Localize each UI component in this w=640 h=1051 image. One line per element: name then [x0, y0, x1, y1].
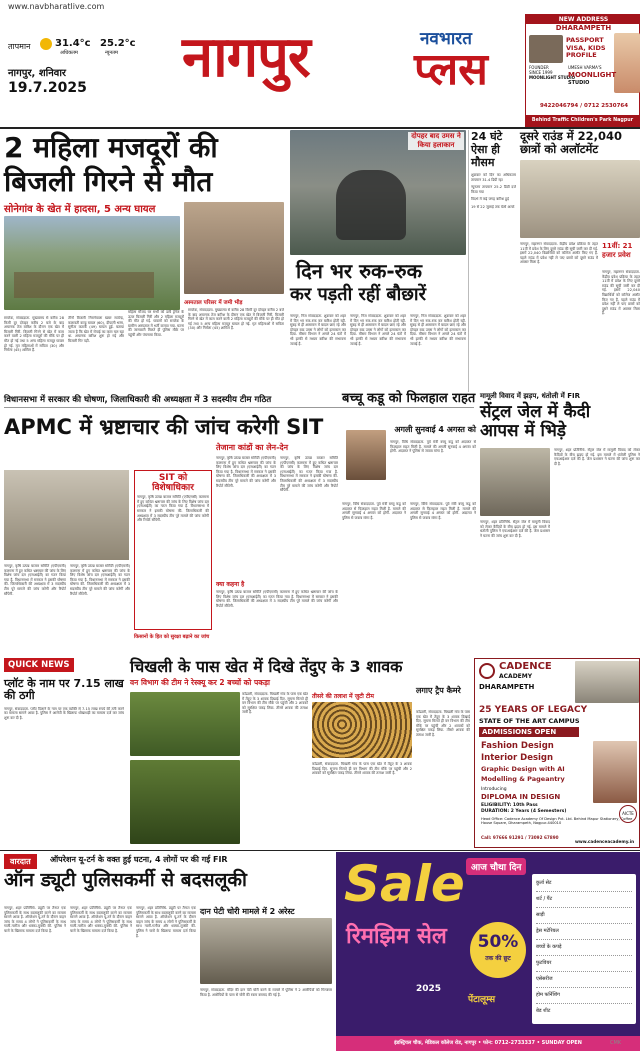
apmc-headline[interactable]: APMC में भ्रष्टाचार की जांच करेगी SIT — [4, 415, 324, 439]
crime-headline[interactable]: ऑन ड्यूटी पुलिसकर्मी से बदसलूकी — [4, 869, 247, 891]
rain-body-3: नागपुर, निज संवाददाता. शुक्रवार को शहर में दिन भर रुक-रुक कर बारिश होती रही. सुबह से ही आसमान में बादल छाए रहे और दोपहर बाद उमस ने लोगों को हलाकान कर दिया. मौसम विभाग ने अगले 24 घंटों में भी हल्की से मध्यम बारिश की संभावना जताई है. — [410, 314, 466, 346]
ad-since: SINCE 1999 — [529, 70, 553, 75]
cadence-admissions: ADMISSIONS OPEN — [479, 727, 579, 737]
cadence-brand: CADENCE — [499, 661, 552, 672]
bachchu-body-2: नागपुर, विधि संवाददाता. पूर्व मंत्री बच्चू कडू को अदालत से फिलहाल राहत मिली है. मामले की अगली सुनवाई 4 अगस्त को होगी. अदालत ने पुलिस से जवाब मांगा है. — [342, 502, 406, 520]
sale-percent-badge — [470, 922, 526, 978]
sale-ad[interactable] — [336, 852, 640, 1051]
leopard-photo-1 — [130, 692, 240, 756]
temp-min-label: न्यूनतम — [105, 50, 118, 56]
city-day: नागपुर, शनिवार — [8, 68, 67, 79]
cadence-diploma-intro: Introducing — [481, 787, 507, 792]
sale-title: रिमझिम सेल — [346, 924, 447, 949]
ad-brand: MOONLIGHT — [568, 71, 617, 79]
ad-location: Behind Traffic Children's Park Nagpur — [526, 115, 639, 127]
site-url[interactable]: www.navbharatlive.com — [8, 2, 105, 11]
sale-offer: ड्रेस मटेरियल — [536, 924, 632, 940]
sale-brand: पेंटालूम्स — [468, 995, 496, 1005]
admission-body-2: नागपुर, महानगर संवाददाता. केंद्रीय प्रवेश प्रक्रिया के तहत 11वीं में प्रवेश के लिए दूसरे राउंड की सूची जारी कर दी गई. इसमें 22,040 विद्यार्थियों को कॉलेज अलॉट किए गए हैं. पहले राउंड में प्रवेश नहीं ले पाए छात्रों को दूसरे राउंड में अवसर मिला है. — [602, 270, 640, 316]
crime-body-1: नागपुर, शहर प्रतिनिधि. ड्यूटी पर तैनात एक पुलिसकर्मी के साथ बदसलूकी करने का मामला सामने आया है. ऑपरेशन यू-टर्न के दौरान वाहन जांच के समय 4 लोगों ने पुलिसकर्मी के साथ गाली-गलौज और धक्का-मुक्की की. पुलिस ने चारों के खिलाफ मामला दर्ज किया है. — [4, 906, 66, 933]
weather-item-3: विदर्भ में कई जगह बारिश हुई — [471, 197, 509, 202]
sale-offer: फुटवियर — [536, 956, 632, 972]
section-banner: विधानसभा में सरकार की घोषणा, जिलाधिकारी की अध्यक्षता में 3 सदस्यीय टीम गठित — [4, 394, 474, 408]
sale-year: 2025 — [416, 984, 442, 994]
rain-photo-caption: दोपहर बाद उमस ने किया हलाकान — [408, 132, 464, 150]
ad-studio: MOONLIGHT STUDIO — [529, 75, 575, 80]
leopard-story — [130, 658, 470, 848]
cadence-model-photo — [593, 741, 637, 803]
page-footer-mark: CMK — [610, 1040, 622, 1046]
quick-news-body: नागपुर, संवाददाता. प्लॉट दिलाने के नाम पर एक व्यक्ति से 7.15 लाख रुपये की ठगी करने का मामला सामने आया है. पुलिस ने आरोपी के खिलाफ धोखाधड़ी का मामला दर्ज कर जांच शुरू कर दी है. — [4, 706, 124, 720]
crime-kicker: ऑपरेशन यू-टर्न के वक्त हुई घटना, 4 लोगों पर की गई FIR — [50, 855, 228, 864]
sale-upto: तक की छूट — [485, 955, 511, 962]
sit-box-body: नागपुर, कृषि उत्पन्न बाजार समिति (एपीएमसी) कलमना में हुए कथित भ्रष्टाचार की जांच के लिए विशेष जांच दल (एसआईटी) का गठन किया गया है. विधानसभा में सरकार ने इसकी घोषणा की. जिलाधिकारी की अध्यक्षता में 3 सदस्यीय टीम पूरे मामले की जांच करेगी और रिपोर्ट सौंपेगी. — [137, 495, 209, 523]
temp-max-label: अधिकतम — [60, 50, 78, 56]
weather-item-4: 19 से 22 जुलाई तक येलो अलर्ट — [471, 204, 515, 209]
bachchu-body-3: नागपुर, विधि संवाददाता. पूर्व मंत्री बच्चू कडू को अदालत से फिलहाल राहत मिली है. मामले की अगली सुनवाई 4 अगस्त को होगी. अदालत ने पुलिस से जवाब मांगा है. — [410, 502, 476, 520]
lead-headline-2[interactable]: बिजली गिरने से मौत — [4, 165, 213, 198]
cadence-years: 25 YEARS OF LEGACY — [479, 705, 588, 715]
cadence-area: DHARAMPETH — [479, 683, 535, 691]
lead-inset-label: अस्पताल परिसर में जमी भीड़ — [184, 300, 243, 306]
bachchu-subhead: अगली सुनवाई 4 अगस्त को — [394, 425, 476, 434]
sale-today: आज चौथा दिन — [466, 858, 526, 875]
weather-strip — [8, 37, 158, 59]
apmc-photo — [4, 470, 129, 560]
lead-body-4: रामटेक, संवाददाता. मुख्यालय से करीब 28 किमी दूर दोपहर करीब 2 बजे के बाद अचानक तेज बारिश के दौरान एक खेत में बिजली गिरी. बिजली गिरने से खेत में काम करने वाली 2 महिला मजदूरों की मौके पर ही मौत हो गई तथा 5 अन्य महिला मजदूर घायल हो गईं. मृत महिलाओं में सविता (30) और निर्मला (45) शामिल हैं. — [188, 308, 284, 331]
cadence-eligibility: ELIGIBILITY: 10th Pass — [481, 803, 538, 808]
ad-area: DHARAMPETH — [555, 24, 612, 32]
sale-offer: साड़ी — [536, 908, 632, 924]
cadence-logo-icon — [479, 663, 495, 679]
lead-inset-photo — [184, 202, 284, 294]
apmc-body-3: नागपुर, कृषि उत्पन्न बाजार समिति (एपीएमसी) कलमना में हुए कथित भ्रष्टाचार की जांच के लिए विशेष जांच दल (एसआईटी) का गठन किया गया है. विधानसभा में सरकार ने इसकी घोषणा की. जिलाधिकारी की अध्यक्षता में 3 सदस्यीय टीम पूरे मामले की जांच करेगी और रिपोर्ट सौंपेगी. — [216, 456, 276, 488]
lead-body-1: रामटेक, संवाददाता. मुख्यालय से करीब 28 किमी दूर दोपहर करीब 2 बजे के बाद अचानक तेज बारिश के दौरान एक खेत में बिजली गिरी. बिजली गिरने से खेत में काम करने वाली 2 महिला मजदूरों की मौके पर ही मौत हो गई तथा 5 अन्य महिला मजदूर घायल हो गईं. मृत महिलाओं में सविता (30) और निर्मला (45) शामिल हैं. — [4, 316, 64, 353]
sit-box-title: SIT को विशेषाधिकार — [152, 473, 194, 494]
temp-min: 25.2°c — [100, 38, 136, 49]
lead-headline-1[interactable]: 2 महिला मजदूरों की — [4, 131, 218, 164]
admission-story — [520, 130, 640, 392]
cadence-course-4: Modelling & Pageantry — [481, 775, 565, 783]
leopard-body-2: कोंढाली, संवाददाता. चिखली गांव के पास एक खेत में तेंदुए के 3 शावक दिखाई दिए. सूचना मिलते ही वन विभाग की टीम मौके पर पहुंची और 2 शावकों को सुरक्षित पकड़ लिया. तीसरे शावक की तलाश जारी है. — [312, 762, 412, 776]
sale-offer: होम फर्निशिंग — [536, 988, 632, 1004]
jail-story — [480, 392, 640, 654]
admission-photo — [520, 160, 640, 238]
jail-photo — [480, 448, 550, 516]
cadence-diploma: DIPLOMA IN DESIGN — [481, 793, 561, 801]
cadence-course-3: Graphic Design with AI — [481, 765, 565, 773]
apmc-body-2: नागपुर, कृषि उत्पन्न बाजार समिति (एपीएमसी) कलमना में हुए कथित भ्रष्टाचार की जांच के लिए विशेष जांच दल (एसआईटी) का गठन किया गया है. विधानसभा में सरकार ने इसकी घोषणा की. जिलाधिकारी की अध्यक्षता में 3 सदस्यीय टीम पूरे मामले की जांच करेगी और रिपोर्ट सौंपेगी. — [70, 564, 130, 596]
ad-brand-sub: STUDIO — [568, 80, 590, 86]
masthead — [0, 0, 640, 128]
quick-news-headline[interactable]: प्लॉट के नाम पर 7.15 लाख की ठगी — [4, 677, 124, 703]
apmc-side-head-3: किसानों के हित को सुरक्षा बढ़ाने का जांच — [134, 634, 210, 640]
sale-offer: शर्ट / पैंट — [536, 892, 632, 908]
cadence-course-2: Interior Design — [481, 753, 554, 763]
apmc-body-1: नागपुर, कृषि उत्पन्न बाजार समिति (एपीएमसी) कलमना में हुए कथित भ्रष्टाचार की जांच के लिए विशेष जांच दल (एसआईटी) का गठन किया गया है. विधानसभा में सरकार ने इसकी घोषणा की. जिलाधिकारी की अध्यक्षता में 3 सदस्यीय टीम पूरे मामले की जांच करेगी और रिपोर्ट सौंपेगी. — [4, 564, 66, 596]
rain-body-2: नागपुर, निज संवाददाता. शुक्रवार को शहर में दिन भर रुक-रुक कर बारिश होती रही. सुबह से ही आसमान में बादल छाए रहे और दोपहर बाद उमस ने लोगों को हलाकान कर दिया. मौसम विभाग ने अगले 24 घंटों में भी हल्की से मध्यम बारिश की संभावना जताई है. — [350, 314, 406, 346]
cadence-ad[interactable] — [474, 658, 640, 848]
crime-sub-photo — [200, 918, 332, 984]
lead-body-3: महिला मौजद घर सभी को डाबै ड्रेनेज के ऊपर बिजली गिरी और 2 महिला मजदूरों की मौत हो गई. घायलों को रामटेक के ग्रामीण अस्पताल में भर्ती कराया गया. घटना की जानकारी मिलते ही पुलिस मौके पर पहुंची और पंचनामा किया. — [128, 310, 184, 337]
sun-icon — [40, 38, 52, 50]
apmc-body-5: नागपुर, कृषि उत्पन्न बाजार समिति (एपीएमसी) कलमना में हुए कथित भ्रष्टाचार की जांच के लिए विशेष जांच दल (एसआईटी) का गठन किया गया है. विधानसभा में सरकार ने इसकी घोषणा की. जिलाधिकारी की अध्यक्षता में 3 सदस्यीय टीम पूरे मामले की जांच करेगी और रिपोर्ट सौंपेगी. — [216, 590, 338, 608]
logo-main[interactable]: नागपुर — [182, 25, 310, 90]
crime-body-2: नागपुर, शहर प्रतिनिधि. ड्यूटी पर तैनात एक पुलिसकर्मी के साथ बदसलूकी करने का मामला सामने आया है. ऑपरेशन यू-टर्न के दौरान वाहन जांच के समय 4 लोगों ने पुलिसकर्मी के साथ गाली-गलौज और धक्का-मुक्की की. पुलिस ने चारों के खिलाफ मामला दर्ज किया है. — [70, 906, 132, 933]
moonlight-ad[interactable] — [525, 14, 640, 127]
admission-body-1: नागपुर, महानगर संवाददाता. केंद्रीय प्रवेश प्रक्रिया के तहत 11वीं में प्रवेश के लिए दूसरे राउंड की सूची जारी कर दी गई. इसमें 22,040 विद्यार्थियों को कॉलेज अलॉट किए गए हैं. पहले राउंड में प्रवेश नहीं ले पाए छात्रों को दूसरे राउंड में अवसर मिला है. — [520, 242, 598, 265]
sale-offer: बच्चों के कपड़े — [536, 940, 632, 956]
cadence-seal: AICTE — [619, 805, 637, 823]
rain-headline-1[interactable]: दिन भर रुक-रुक — [296, 259, 423, 283]
jail-body-2: नागपुर, शहर प्रतिनिधि. सेंट्रल जेल में मामूली विवाद को लेकर कैदियों के बीच झड़प हो गई. इस मामले में धंतोली पुलिस ने एफआईआर दर्ज की है. जेल प्रशासन ने घटना की जांच शुरू कर दी है. — [554, 448, 640, 466]
quick-news-label: QUICK NEWS — [4, 658, 74, 672]
jail-kicker: मामूली विवाद में झड़प, धंतोली में FIR — [480, 392, 580, 400]
cadence-building — [575, 661, 639, 703]
cadence-address: Head Office: Cadence Academy Of Design Pvt. Ltd. Behind Mapur Stationery, Coffee House Square, Dharampeth, Nagpur-440010 — [481, 817, 633, 826]
leopard-body-3: कोंढाली, संवाददाता. चिखली गांव के पास एक खेत में तेंदुए के 3 शावक दिखाई दिए. सूचना मिलते ही वन विभाग की टीम मौके पर पहुंची और 2 शावकों को सुरक्षित पकड़ लिया. तीसरे शावक की तलाश जारी है. — [416, 710, 470, 737]
cadence-campus: STATE OF THE ART CAMPUS — [479, 717, 580, 725]
leopard-photo-2 — [130, 760, 240, 844]
ad-new-address: NEW ADDRESS — [526, 15, 640, 24]
weather-box-title: 24 घंटे ऐसा ही मौसम — [471, 130, 503, 169]
sale-percent: 50% — [477, 932, 519, 952]
rain-body-1: नागपुर, निज संवाददाता. शुक्रवार को शहर में दिन भर रुक-रुक कर बारिश होती रही. सुबह से ही आसमान में बादल छाए रहे और दोपहर बाद उमस ने लोगों को हलाकान कर दिया. मौसम विभाग ने अगले 24 घंटों में भी हल्की से मध्यम बारिश की संभावना जताई है. — [290, 314, 346, 346]
cadence-call[interactable]: Call: 97666 91291 / 73092 67890 — [481, 835, 559, 840]
apmc-body-4: नागपुर, कृषि उत्पन्न बाजार समिति (एपीएमसी) कलमना में हुए कथित भ्रष्टाचार की जांच के लिए विशेष जांच दल (एसआईटी) का गठन किया गया है. विधानसभा में सरकार ने इसकी घोषणा की. जिलाधिकारी की अध्यक्षता में 3 सदस्यीय टीम पूरे मामले की जांच करेगी और रिपोर्ट सौंपेगी. — [280, 456, 338, 493]
sale-offers — [532, 874, 636, 1024]
lead-story — [0, 130, 286, 460]
apmc-side-head-2: क्या कहना है — [216, 581, 245, 588]
bachchu-photo — [346, 430, 386, 480]
logo-plus: प्लस — [414, 44, 488, 95]
crime-label: वारदात — [4, 854, 37, 869]
issue-date: 19.7.2025 — [8, 80, 87, 96]
bachchu-body-1: नागपुर, विधि संवाददाता. पूर्व मंत्री बच्चू कडू को अदालत से फिलहाल राहत मिली है. मामले की अगली सुनवाई 4 अगस्त को होगी. अदालत ने पुलिस से जवाब मांगा है. — [390, 440, 476, 454]
jail-headline-1[interactable]: सेंट्रल जेल में कैदी — [480, 402, 591, 422]
temp-max: 31.4°c — [55, 38, 91, 49]
weather-label: तापमान — [8, 42, 31, 51]
lead-body-2: तीनों बिजली गिरानेवाला खबर सत्येन्द्र, कलावती करड़ू घायल (60), दीपाली भस्म, सुनीता कटाके (49) घायल हुईं. बताया जाता है कि खेत में रोपाई का काम चल रहा था. अचानक बारिश शुरू हो गई और बिजली गिर पड़ी. — [68, 316, 124, 343]
sale-word: Sale — [344, 855, 465, 913]
admission-headline-2[interactable]: छात्रों को अलॉटमेंट — [520, 141, 599, 156]
sale-offer: कुर्ता सेट — [536, 876, 632, 892]
ad-services: PASSPORT VISA, KIDS PROFILE — [566, 36, 606, 59]
sit-box — [134, 470, 212, 630]
ad-founder-photo — [529, 35, 563, 63]
admission-headline-1[interactable]: दूसरे राउंड में 22,040 — [520, 129, 622, 143]
weather-box — [468, 130, 516, 392]
logo-top: नवभारत — [420, 29, 472, 49]
cadence-course-1: Fashion Design — [481, 741, 554, 751]
leopard-headline[interactable]: चिखली के पास खेत में दिखे तेंदुए के 3 शावक — [130, 657, 403, 676]
sale-offer: एसेसरीज — [536, 972, 632, 988]
weather-item-1: शुक्रवार को दिन का अधिकतम तापमान 31.4 डिग्री रहा — [471, 173, 516, 182]
crime-sub-headline[interactable]: दान पेटी चोरी मामले में 2 अरेस्ट — [200, 907, 295, 916]
jail-body-1: नागपुर, शहर प्रतिनिधि. सेंट्रल जेल में मामूली विवाद को लेकर कैदियों के बीच झड़प हो गई. इस मामले में धंतोली पुलिस ने एफआईआर दर्ज की है. जेल प्रशासन ने घटना की जांच शुरू कर दी है. — [480, 520, 550, 538]
ad-child-photo — [614, 33, 640, 93]
jail-headline-2[interactable]: आपस में भिड़े — [480, 421, 566, 442]
bachchu-story — [342, 392, 476, 654]
rain-headline-2[interactable]: कर पड़ती रहीं बौछारें — [290, 284, 426, 305]
crime-body-3: नागपुर, शहर प्रतिनिधि. ड्यूटी पर तैनात एक पुलिसकर्मी के साथ बदसलूकी करने का मामला सामने आया है. ऑपरेशन यू-टर्न के दौरान वाहन जांच के समय 4 लोगों ने पुलिसकर्मी के साथ गाली-गलौज और धक्का-मुक्की की. पुलिस ने चारों के खिलाफ मामला दर्ज किया है. — [136, 906, 196, 938]
ad-phone: 9422046794 / 0712 2530764 — [539, 103, 629, 109]
bachchu-headline[interactable]: बच्चू कडू को फिलहाल राहत — [342, 391, 476, 406]
cadence-brand-sub: ACADEMY — [499, 673, 533, 680]
admission-sidebar: 11वीं: 21 हजार प्रवेश — [602, 242, 633, 259]
lead-photo-field — [4, 216, 180, 310]
sale-offer: बेड शीट — [536, 1008, 551, 1014]
leopard-trap-head: लगाए ट्रैप कैमरे — [416, 686, 461, 695]
ad-owner: UMESH VARMA'S — [568, 65, 602, 70]
apmc-side-head-1: तेजाना कांडों का लेन-देन — [216, 443, 289, 452]
weather-item-2: न्यूनतम तापमान 25.2 डिग्री दर्ज किया गया — [471, 185, 516, 194]
cadence-website[interactable]: www.cadenceacademy.in — [575, 839, 635, 844]
crime-sub-body: नागपुर, संवाददाता. मंदिर की दान पेटी चोरी करने के मामले में पुलिस ने 2 आरोपियों को गिरफ्तार किया है. आरोपियों के पास से चोरी की रकम बरामद की गई है. — [200, 988, 332, 997]
quick-news — [4, 658, 124, 848]
leopard-body-1: कोंढाली, संवाददाता. चिखली गांव के पास एक खेत में तेंदुए के 3 शावक दिखाई दिए. सूचना मिलते ही वन विभाग की टीम मौके पर पहुंची और 2 शावकों को सुरक्षित पकड़ लिया. तीसरे शावक की तलाश जारी है. — [242, 692, 308, 715]
sale-footer: इंडस्ट्रियल चौक, मेडिकल कॉलेज रोड, नागपुर • फोन: 0712-2733337 • SUNDAY OPEN — [336, 1036, 640, 1051]
ad-founder-label: FOUNDER — [529, 65, 549, 70]
leopard-cubs-photo — [312, 702, 412, 758]
leopard-mother-head: तीसरे की तलाश में जुटी टीम — [312, 693, 374, 700]
crime-rule — [0, 850, 640, 851]
cadence-duration: DURATION: 2 Years (4 Semesters) — [481, 809, 567, 814]
leopard-subhead: वन विभाग की टीम ने रेस्क्यू कर 2 बच्चों को पकड़ा — [130, 677, 270, 687]
lead-subhead: सोनेगांव के खेत में हादसा, 5 अन्य घायल — [4, 204, 156, 215]
